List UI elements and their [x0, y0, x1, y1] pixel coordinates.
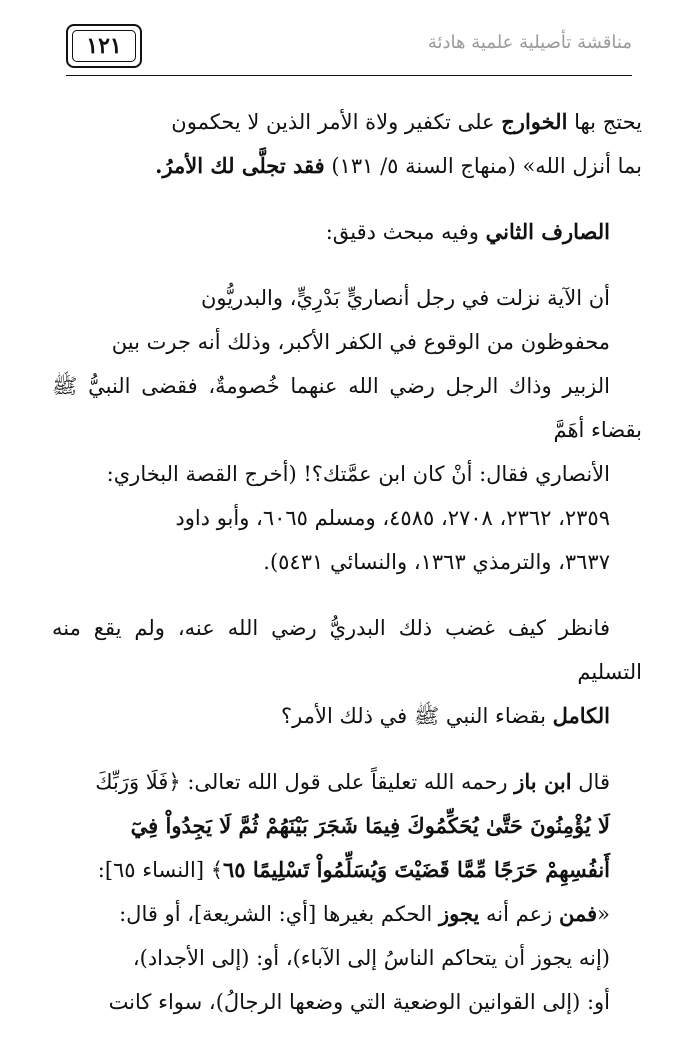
page-header	[66, 18, 632, 78]
text-span: وفيه مبحث دقيق:	[325, 220, 486, 244]
paragraph	[52, 210, 642, 254]
text-span: ٢٣٥٩، ٢٣٦٢، ٢٧٠٨، ٤٥٨٥، ومسلم ٦٠٦٥، وأبو داود	[175, 506, 610, 530]
text-span: «	[597, 902, 610, 926]
text-line	[52, 496, 642, 540]
text-span: الحكم بغيرها [أي: الشريعة]، أو قال:	[119, 902, 439, 926]
text-span: يحتج بها	[567, 110, 642, 134]
text-span: محفوظون من الوقوع في الكفر الأكبر، وذلك أنه جرت بين	[111, 330, 610, 354]
text-line	[52, 936, 642, 980]
bold-text: يجوز	[438, 901, 480, 926]
text-line	[52, 694, 642, 738]
text-line	[52, 100, 642, 144]
text-span: أو: (إلى القوانين الوضعية التي وضعها الرجالُ)، سواء كانت	[108, 990, 610, 1014]
paragraph	[52, 606, 642, 738]
paragraph	[52, 100, 642, 188]
text-line	[52, 276, 642, 320]
text-line	[52, 144, 642, 188]
bold-text: فمن	[558, 901, 598, 926]
text-line	[52, 540, 642, 584]
bold-text: الخوارج	[501, 109, 568, 134]
bold-text: فقد تجلَّى لك الأمرُ.	[155, 153, 325, 178]
text-line	[52, 848, 642, 892]
paragraph	[52, 276, 642, 584]
text-span: قال	[571, 770, 610, 794]
text-span: أن الآية نزلت في رجل أنصاريٍّ بَدْرِيٍّ، والبدريُّون	[201, 286, 610, 310]
running-title: مناقشة تأصيلية علمية هادئة	[427, 32, 632, 53]
text-line	[52, 320, 642, 364]
bold-text: ابن باز	[514, 769, 572, 794]
header-rule	[66, 75, 632, 76]
bold-text: لَا يُؤْمِنُونَ حَتَّىٰ يُحَكِّمُوكَ فِيمَا شَجَرَ بَيْنَهُمْ ثُمَّ لَا يَجِدُواْ فِيٓ	[130, 813, 610, 838]
text-line	[52, 210, 642, 254]
text-span: رحمه الله تعليقاً على قول الله تعالى: ﴿فَلَا وَرَبِّكَ	[95, 770, 515, 794]
text-line	[52, 804, 642, 848]
text-span: بقضاء النبي ﷺ في ذلك الأمر؟	[281, 704, 553, 728]
text-span: فانظر كيف غضب ذلك البدريُّ رضي الله عنه، ولم يقع منه التسليم	[52, 616, 642, 684]
text-span: على تكفير ولاة الأمر الذين لا يحكمون	[171, 110, 502, 134]
text-line	[52, 364, 642, 452]
text-span: ٣٦٣٧، والترمذي ١٣٦٣، والنسائي ٥٤٣١).	[263, 550, 610, 574]
paragraph	[52, 760, 642, 1024]
text-line	[52, 606, 642, 694]
text-span: زعم أنه	[479, 902, 559, 926]
bold-text: الكامل	[552, 703, 610, 728]
page-number: ١٢١	[72, 30, 136, 62]
text-line	[52, 980, 642, 1024]
bold-text: الصارف الثاني	[485, 219, 610, 244]
text-span: الزبير وذاك الرجل رضي الله عنهما خُصومةٌ، فقضى النبيُّ ﷺ بقضاء أهَمَّ	[52, 374, 642, 442]
body-text	[52, 100, 642, 1046]
text-line	[52, 760, 642, 804]
bold-text: أَنفُسِهِمْ حَرَجًا مِّمَّا قَضَيْتَ وَيُسَلِّمُواْ تَسْلِيمًا ٦٥	[223, 857, 610, 882]
text-line	[52, 892, 642, 936]
text-span: الأنصاري فقال: أنْ كان ابن عمَّتك؟! (أخرج القصة البخاري:	[106, 462, 610, 486]
text-line	[52, 452, 642, 496]
text-span: (إنه يجوز أن يتحاكم الناسُ إلى الآباء)، أو: (إلى الأجداد)،	[132, 946, 610, 970]
text-span: بما أنزل الله» (منهاج السنة ٥/ ١٣١)	[324, 154, 642, 178]
text-span: ﴾ [النساء ٦٥]:	[97, 858, 224, 882]
page-number-frame	[66, 24, 142, 68]
